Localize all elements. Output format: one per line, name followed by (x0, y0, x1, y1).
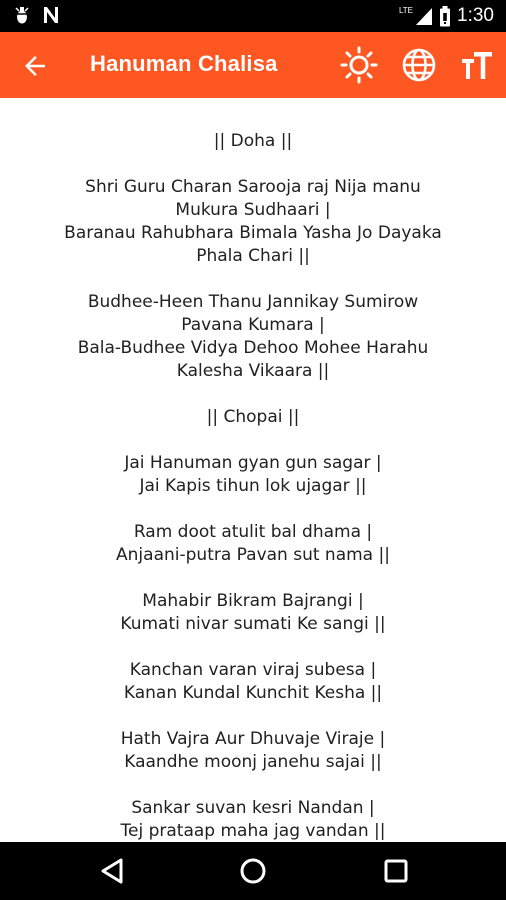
verse-line: Phala Chari || (196, 246, 310, 266)
bug-icon (14, 5, 30, 25)
page-title: Hanuman Chalisa (90, 51, 278, 76)
signal-icon (415, 6, 433, 26)
verse-line: Kanchan varan viraj subesa | (129, 660, 377, 680)
verse-line: Mukura Sudhaari | (175, 200, 331, 220)
verse-line: || Chopai || (206, 407, 300, 427)
home-circle-icon (238, 856, 268, 886)
language-button[interactable] (400, 46, 438, 84)
verse-line: Kaandhe moonj janehu sajai || (124, 752, 382, 772)
verses-container (0, 98, 506, 842)
verse-line: Jai Hanuman gyan gun sagar | (124, 453, 382, 473)
verse-line: Jai Kapis tihun lok ujagar || (139, 476, 367, 496)
n-icon (42, 6, 60, 24)
verse-block (0, 521, 506, 567)
verse-line: Hath Vajra Aur Dhuvaje Viraje | (120, 729, 386, 749)
verse-block (0, 728, 506, 774)
recents-square-icon (381, 856, 411, 886)
verse-line: Kumati nivar sumati Ke sangi || (120, 614, 386, 634)
verse-line: Pavana Kumara | (181, 315, 325, 335)
verse-line: Kalesha Vikaara || (176, 361, 330, 381)
text-size-button[interactable] (458, 46, 496, 84)
brightness-icon (340, 46, 378, 84)
status-bar (0, 0, 506, 32)
status-time: 1:30 (457, 5, 494, 26)
brightness-button[interactable] (340, 46, 378, 84)
text-size-icon (458, 46, 496, 84)
verse-block (0, 291, 506, 383)
verse-line: Anjaani-putra Pavan sut nama || (116, 545, 390, 565)
verse-block (0, 452, 506, 498)
verse-block (0, 797, 506, 842)
verse-block (0, 176, 506, 268)
navigation-bar (0, 842, 506, 900)
network-label: LTE (398, 5, 414, 15)
verse-line: Mahabir Bikram Bajrangi | (142, 591, 364, 611)
back-button[interactable] (20, 51, 50, 81)
verse-line: Tej prataap maha jag vandan || (120, 821, 386, 841)
verse-line: Sankar suvan kesri Nandan | (131, 798, 375, 818)
battery-icon (439, 6, 451, 27)
verse-line: Baranau Rahubhara Bimala Yasha Jo Dayaka (64, 223, 442, 243)
app-bar (0, 32, 506, 98)
verse-line: Ram doot atulit bal dhama | (133, 522, 373, 542)
verse-line: || Doha || (213, 131, 293, 151)
chalisa-content[interactable] (0, 98, 506, 842)
nav-back-button[interactable] (97, 856, 127, 886)
globe-icon (400, 46, 438, 84)
nav-recents-button[interactable] (381, 856, 411, 886)
verse-block (0, 590, 506, 636)
verse-line: Bala-Budhee Vidya Dehoo Mohee Harahu (77, 338, 429, 358)
verse-block (0, 130, 506, 153)
nav-home-button[interactable] (238, 856, 268, 886)
verse-line: Budhee-Heen Thanu Jannikay Sumirow (87, 292, 419, 312)
verse-line: Shri Guru Charan Sarooja raj Nija manu (85, 177, 421, 197)
back-triangle-icon (97, 856, 127, 886)
verse-block (0, 659, 506, 705)
arrow-left-icon (20, 51, 50, 81)
verse-block (0, 406, 506, 429)
verse-line: Kanan Kundal Kunchit Kesha || (123, 683, 383, 703)
